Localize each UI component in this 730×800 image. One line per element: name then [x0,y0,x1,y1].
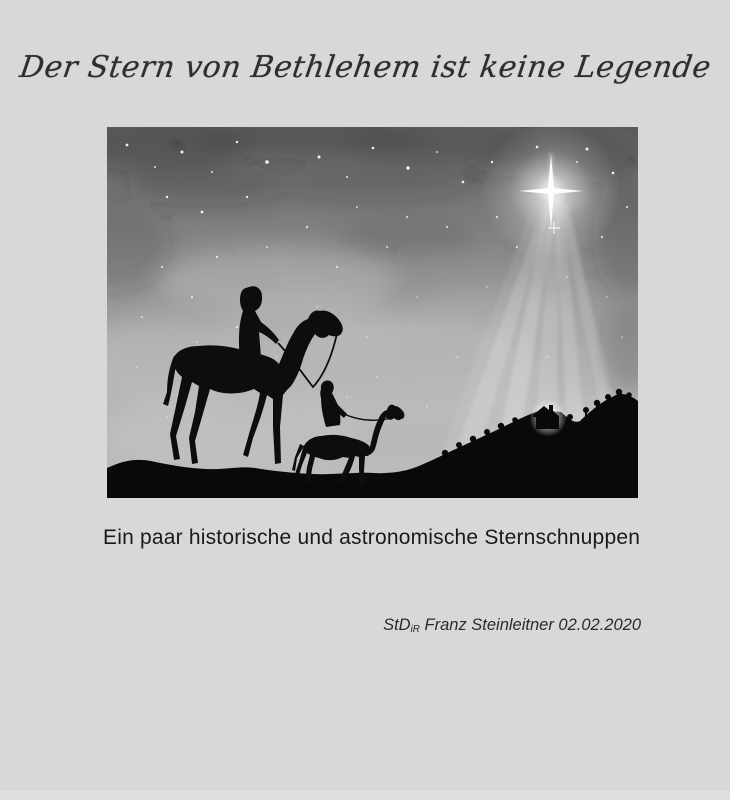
attribution-prefix: StD [383,616,411,634]
star-of-bethlehem [483,127,619,259]
village-house [530,400,566,436]
attribution-rest: Franz Steinleitner 02.02.2020 [419,616,641,634]
page-title [0,48,730,85]
bottom-edge [0,791,730,800]
attribution-subscript: iR [410,624,420,636]
attribution [0,616,641,635]
cover-illustration [107,127,638,498]
page-title-text: Der Stern von Bethlehem ist keine Legende [17,50,713,85]
subtitle: Ein paar historische und astronomische Sternschnuppen [103,526,641,549]
nativity-scene-svg [107,127,638,498]
